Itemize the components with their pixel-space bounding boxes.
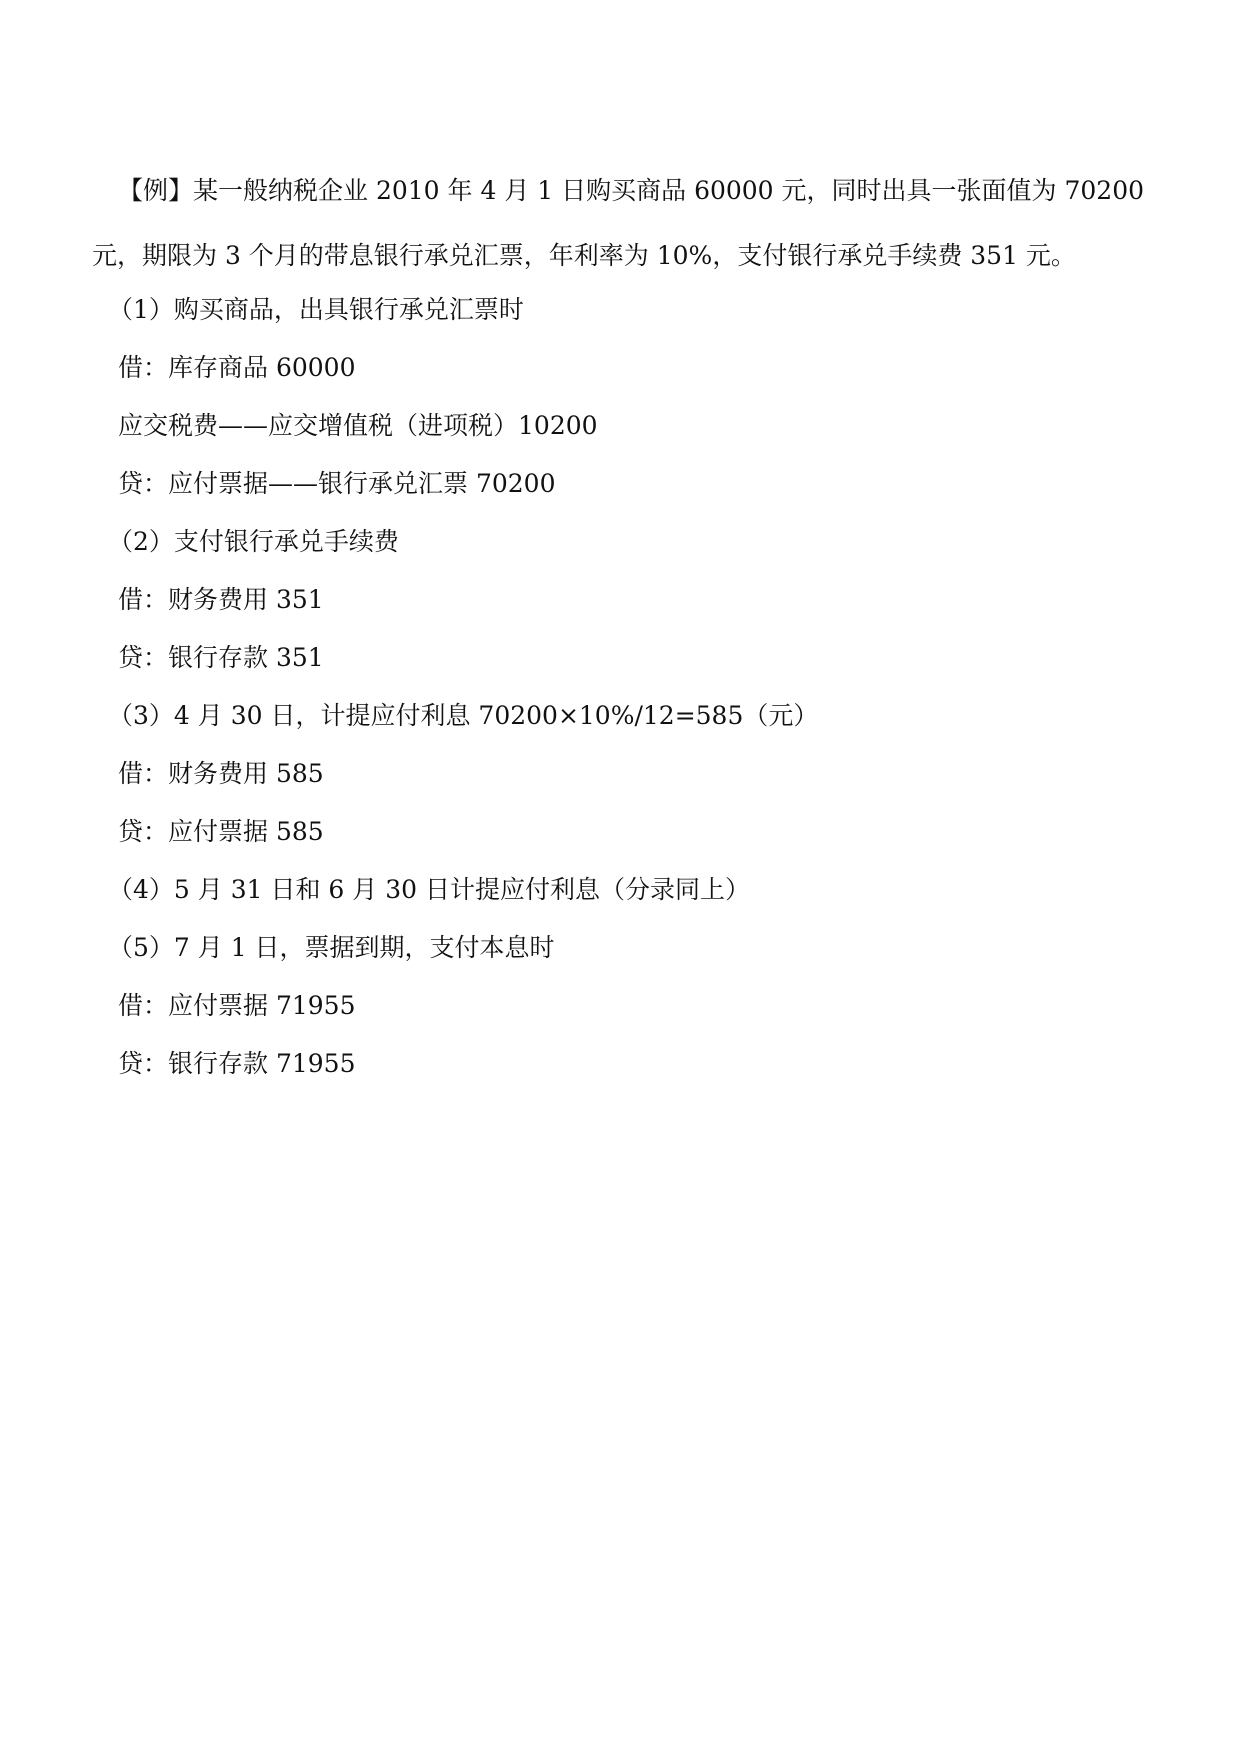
journal-entry-tax: 应交税费——应交增值税（进项税）10200 bbox=[118, 411, 598, 440]
journal-entry-debit: 借：财务费用 351 bbox=[118, 585, 324, 614]
journal-entry-credit: 贷：银行存款 351 bbox=[118, 643, 324, 672]
journal-entry-debit: 借：库存商品 60000 bbox=[118, 353, 356, 382]
step-5-heading: （5）7 月 1 日，票据到期，支付本息时 bbox=[108, 933, 555, 962]
journal-entry-debit: 借：应付票据 71955 bbox=[118, 991, 356, 1020]
journal-entry-credit: 贷：应付票据——银行承兑汇票 70200 bbox=[118, 469, 556, 498]
journal-entry-credit: 贷：应付票据 585 bbox=[118, 817, 324, 846]
step-3-heading: （3）4 月 30 日，计提应付利息 70200×10%/12=585（元） bbox=[108, 701, 819, 730]
step-2-heading: （2）支付银行承兑手续费 bbox=[108, 527, 399, 556]
example-intro-paragraph: 【例】某一般纳税企业 2010 年 4 月 1 日购买商品 60000 元，同时出具一张面值为 70200 元，期限为 3 个月的带息银行承兑汇票，年利率为 10%，支付银行承兑手续费 351 元。 bbox=[92, 176, 1145, 270]
step-1-heading: （1）购买商品，出具银行承兑汇票时 bbox=[108, 295, 524, 324]
journal-entry-debit: 借：财务费用 585 bbox=[118, 759, 324, 788]
journal-entry-credit: 贷：银行存款 71955 bbox=[118, 1049, 356, 1078]
step-4-heading: （4）5 月 31 日和 6 月 30 日计提应付利息（分录同上） bbox=[108, 875, 750, 904]
